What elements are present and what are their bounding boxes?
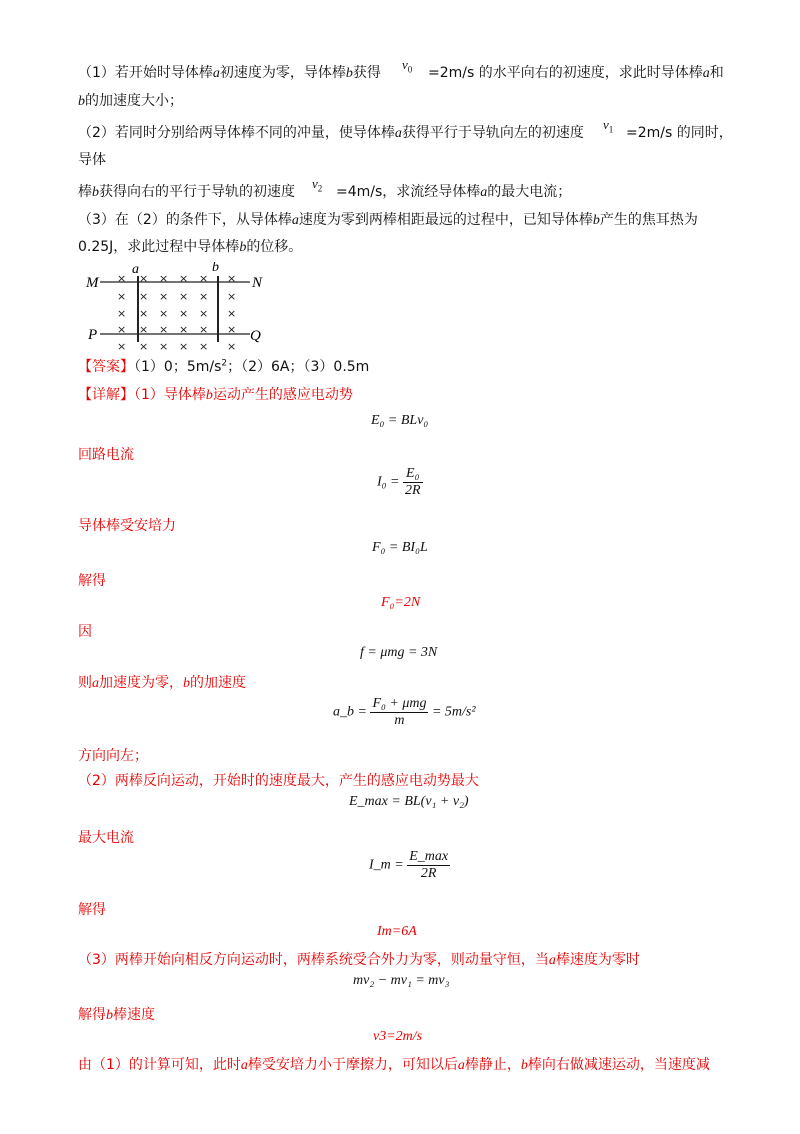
- eq2-num: E₀: [403, 466, 423, 483]
- q1-text-a: （1）若开始时导体棒: [78, 65, 213, 81]
- q3-line2-b: 的位移。: [246, 239, 303, 255]
- detail-tag: 【详解】: [78, 387, 134, 403]
- rail-diagram: [82, 262, 282, 352]
- question-3-line2: [78, 236, 302, 256]
- label-loop-current: 回路电流: [78, 447, 134, 463]
- cross-mark: ×: [117, 340, 127, 352]
- v2-letter: v: [312, 176, 318, 191]
- rod-b-label: b: [106, 1008, 113, 1023]
- cross-mark: ×: [179, 340, 189, 352]
- q3-text-c: 产生的焦耳热为: [599, 212, 698, 228]
- rod-b-label: b: [92, 185, 99, 200]
- q2-line2: 导体: [78, 152, 106, 168]
- symbol-v0: [402, 57, 412, 75]
- question-2-cont: [626, 122, 733, 142]
- v1-letter: v: [603, 117, 609, 132]
- cross-mark: ×: [159, 340, 169, 352]
- eq5-rhs: = 5m/s²: [431, 704, 476, 720]
- cross-mark: ×: [117, 323, 127, 336]
- q2-text-a: （2）若同时分别给两导体棒不同的冲量，使导体棒: [78, 125, 395, 141]
- symbol-v1: [603, 117, 613, 135]
- eq2-den: 2R: [404, 483, 421, 498]
- cross-mark: ×: [227, 290, 237, 303]
- cross-mark: ×: [159, 290, 169, 303]
- equation-accel: [333, 696, 476, 729]
- q1-and: 和: [709, 65, 724, 81]
- q2-v2-value: =4m/s，求流经导体棒: [336, 184, 481, 200]
- cross-mark: ×: [117, 272, 127, 285]
- label-ampere-force: 导体棒受安培力: [78, 518, 176, 534]
- detail-intro-a: （1）导体棒: [134, 387, 206, 403]
- q1-v0-value: =2m/s 的水平向右的初速度，求此时导体棒: [428, 65, 703, 81]
- answer-line: [78, 356, 369, 376]
- cross-mark: ×: [117, 290, 127, 303]
- cross-mark: ×: [199, 272, 209, 285]
- equation-current: [377, 466, 423, 499]
- eq2-lhs: I₀ =: [377, 474, 400, 490]
- cross-mark: ×: [179, 290, 189, 303]
- question-2: [78, 122, 584, 142]
- q3-line2-a: 0.25J，求此过程中导体棒: [78, 239, 240, 255]
- label-solve-2: 解得: [78, 902, 106, 918]
- q2-text-b: 获得平行于导轨向左的初速度: [401, 125, 584, 141]
- eq7-fraction: [407, 849, 450, 882]
- rod-a-label: a: [291, 213, 299, 228]
- rod-a-label: a: [92, 676, 99, 691]
- equation-momentum: mv₂ − mv₁ = mv₃: [353, 973, 450, 988]
- cross-mark: ×: [139, 290, 149, 303]
- final-line: [78, 1054, 710, 1074]
- cross-mark: ×: [179, 307, 189, 320]
- question-2-line2: [78, 149, 106, 169]
- cross-mark: ×: [227, 340, 237, 352]
- label-a: a: [132, 262, 139, 277]
- question-2-line3: [78, 181, 295, 201]
- q1-text-c: 获得: [352, 65, 381, 81]
- equation-emf: E₀ = BLv₀: [371, 413, 429, 428]
- cross-mark: ×: [139, 323, 149, 336]
- last-c: 棒受安培力小于摩擦力，可知以后: [247, 1057, 458, 1073]
- equation-emax: E_max = BL(v₁ + v₂): [349, 794, 469, 809]
- cross-mark: ×: [199, 323, 209, 336]
- p3-a: （3）两棒开始向相反方向运动时，两棒系统受合外力为零，则动量守恒，当: [78, 952, 549, 968]
- label-solve-3: [78, 1004, 155, 1024]
- eq5-lhs: a_b =: [333, 704, 367, 720]
- accel-line: [78, 672, 246, 692]
- rod-a-label: a: [457, 1058, 465, 1073]
- equation-force: F₀ = BI₀L: [372, 540, 428, 555]
- solve3-a: 解得: [78, 1007, 106, 1023]
- result-v3: v3=2m/s: [373, 1029, 423, 1044]
- v0-sub: 0: [407, 64, 413, 75]
- rod-a-label: a: [212, 66, 220, 81]
- v0-letter: v: [402, 57, 408, 72]
- cross-mark: ×: [227, 272, 237, 285]
- eq5-fraction: [370, 696, 428, 729]
- q2-line3-c: 的最大电流；: [487, 184, 572, 200]
- q3-text-a: （3）在（2）的条件下，从导体棒: [78, 212, 292, 228]
- label-max-current: 最大电流: [78, 830, 134, 846]
- question-1-cont: [428, 62, 724, 82]
- equation-imax: [369, 849, 450, 882]
- label-P: P: [88, 327, 98, 343]
- v1-sub: 1: [608, 124, 614, 135]
- rod-b-label: b: [239, 240, 247, 255]
- cross-mark: ×: [199, 340, 209, 352]
- eq2-fraction: [403, 466, 423, 499]
- accel-c: 加速度为零，: [99, 675, 183, 691]
- v2-sub: 2: [317, 183, 323, 194]
- eq7-lhs: I_m =: [369, 857, 404, 873]
- cross-mark: ×: [159, 307, 169, 320]
- cross-mark: ×: [159, 272, 169, 285]
- symbol-v2: [312, 176, 322, 194]
- cross-mark: ×: [159, 323, 169, 336]
- cross-mark: ×: [139, 272, 149, 285]
- rod-b-label: b: [592, 213, 600, 228]
- label-b: b: [212, 262, 219, 275]
- question-1-line2: [78, 90, 183, 110]
- answer-text-2: ；（2）6A；（3）0.5m: [227, 359, 370, 375]
- label-solve-1: 解得: [78, 573, 106, 589]
- q2-line3-b: 获得向右的平行于导轨的初速度: [99, 184, 295, 200]
- detail-intro-c: 运动产生的感应电动势: [212, 387, 353, 403]
- accel-e: 的加速度: [190, 675, 246, 691]
- part-2-intro: （2）两棒反向运动，开始时的速度最大，产生的感应电动势最大: [78, 773, 479, 789]
- rod-b-label: b: [78, 94, 85, 109]
- q1-line2: 的加速度大小；: [85, 93, 183, 109]
- eq5-num: F₀ + μmg: [372, 696, 427, 711]
- rod-b-label: b: [345, 66, 353, 81]
- last-g: 棒向右做减速运动，当速度减: [527, 1057, 710, 1073]
- part-3-intro: [78, 949, 640, 969]
- q2-line3-a: 棒: [78, 184, 92, 200]
- eq7-den: 2R: [420, 866, 437, 881]
- answer-text: （1）0；5m/s: [134, 359, 222, 375]
- rod-b-label: b: [183, 676, 190, 691]
- rod-a-label: a: [548, 953, 556, 968]
- question-1: [78, 62, 381, 82]
- p3-c: 棒速度为零时: [555, 952, 640, 968]
- result-Im: Im=6A: [377, 924, 417, 939]
- cross-mark: ×: [117, 307, 127, 320]
- detail-intro: [78, 384, 353, 404]
- label-because: 因: [78, 624, 92, 640]
- label-direction: 方向向左；: [78, 748, 148, 764]
- rod-b-label: b: [205, 388, 213, 403]
- label-Q: Q: [250, 328, 261, 344]
- equation-friction: f = μmg = 3N: [360, 645, 438, 660]
- cross-mark: ×: [199, 307, 209, 320]
- question-3: [78, 209, 698, 229]
- rod-a-label: a: [480, 185, 488, 200]
- cross-mark: ×: [199, 290, 209, 303]
- q1-text-b: 初速度为零，导体棒: [219, 65, 346, 81]
- cross-mark: ×: [179, 272, 189, 285]
- eq7-num: E_max: [409, 849, 449, 864]
- cross-mark: ×: [227, 307, 237, 320]
- q3-text-b: 速度为零到两棒相距最远的过程中，已知导体棒: [298, 212, 593, 228]
- q2-v1-value: =2m/s 的同时，: [626, 125, 733, 141]
- solve3-c: 棒速度: [113, 1007, 155, 1023]
- question-2-line3-cont: [336, 181, 571, 201]
- cross-mark: ×: [227, 323, 237, 336]
- rod-a-label: a: [394, 126, 402, 141]
- label-N: N: [252, 275, 263, 291]
- rod-a-label: a: [240, 1058, 248, 1073]
- rod-b-label: b: [520, 1058, 528, 1073]
- rod-a-label: a: [702, 66, 710, 81]
- cross-mark: ×: [179, 323, 189, 336]
- eq5-den: m: [394, 713, 405, 728]
- cross-mark: ×: [139, 307, 149, 320]
- label-M: M: [86, 275, 99, 291]
- result-F0: F₀=2N: [381, 595, 421, 610]
- cross-mark: ×: [139, 340, 149, 352]
- accel-a: 则: [78, 675, 92, 691]
- answer-tag: 【答案】: [78, 359, 134, 375]
- last-e: 棒静止，: [464, 1057, 521, 1073]
- last-a: 由（1）的计算可知，此时: [78, 1057, 241, 1073]
- answer-sup: 2: [221, 358, 228, 369]
